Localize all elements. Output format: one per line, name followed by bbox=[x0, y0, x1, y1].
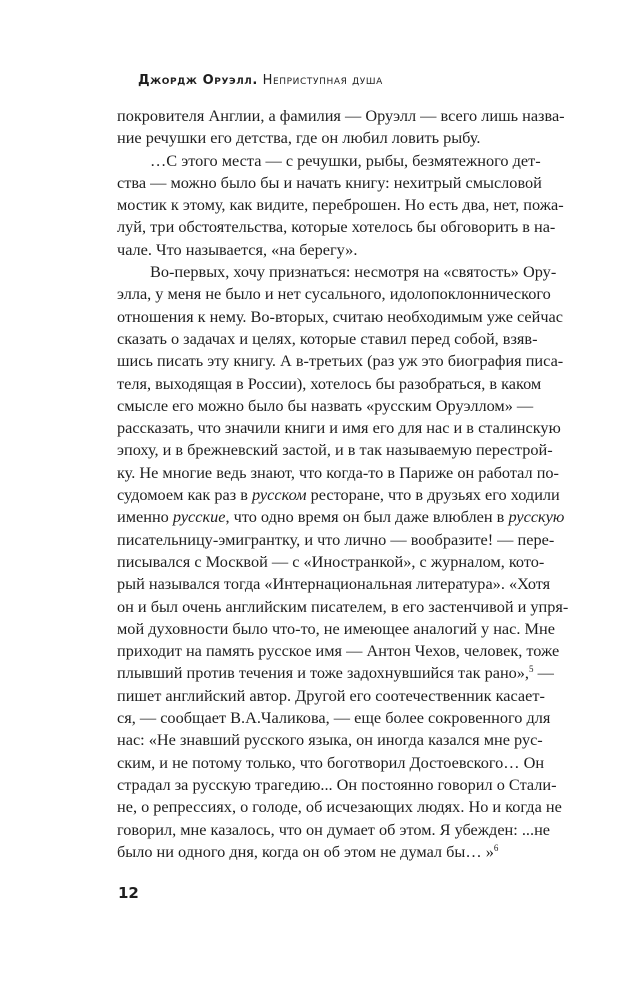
footnote-marker: 5 bbox=[529, 664, 534, 675]
text-segment: ства — можно было бы и начать книгу: нехитрый смысловой bbox=[117, 172, 542, 192]
text-segment: ся, — сообщает В.А.Чаликова, — еще более сокровенного для bbox=[117, 708, 551, 728]
running-header bbox=[138, 73, 383, 88]
text-line bbox=[117, 127, 531, 149]
text-line bbox=[117, 618, 555, 640]
text-line bbox=[117, 662, 554, 684]
text-segment: , что одно время он был даже влюблен в bbox=[225, 507, 509, 527]
text-segment: именно bbox=[117, 507, 173, 527]
text-segment: нас: «Не знавший русского языка, он иногда казался мне рус- bbox=[117, 730, 543, 750]
text-line bbox=[117, 328, 538, 350]
italic-text: русскую bbox=[508, 507, 565, 527]
text-segment: элла, у меня не было и нет сусального, идолопоклоннического bbox=[117, 284, 551, 304]
text-line bbox=[117, 462, 559, 484]
text-line bbox=[117, 172, 542, 194]
text-line bbox=[117, 573, 551, 595]
text-segment: эпоху, и в брежневский застой, и в так называемую перестрой- bbox=[117, 440, 553, 460]
text-line bbox=[117, 685, 545, 707]
text-line bbox=[117, 551, 545, 573]
text-segment: не, о репрессиях, о голоде, об исчезающих людях. Но и когда не bbox=[117, 797, 562, 817]
footnote-marker: 6 bbox=[493, 842, 499, 853]
text-line bbox=[117, 596, 569, 618]
text-segment: ресторане, что в друзьях его ходили bbox=[306, 485, 560, 505]
text-segment: мой духовности было что-то, не имеющее аналогий у нас. Мне bbox=[117, 618, 555, 638]
text-line bbox=[117, 239, 531, 261]
text-segment: отношения к нему. Во-вторых, считаю необходимым уже сейчас bbox=[117, 306, 564, 326]
text-segment: он и был очень английским писателем, в его застенчивой и упря- bbox=[117, 596, 569, 616]
text-line bbox=[117, 841, 531, 863]
text-segment: луй, три обстоятельства, которые хотелось бы обговорить в на- bbox=[117, 217, 556, 237]
text-segment: сказать о задачах и целях, которые ставил перед собой, взяв- bbox=[117, 328, 538, 348]
text-segment: плывший против течения и тоже задохнувшийся так рано», bbox=[117, 663, 530, 683]
text-line bbox=[117, 484, 560, 506]
text-segment: ским, и не потому только, что боготворил Достоевского… Он bbox=[117, 752, 545, 772]
text-line bbox=[117, 350, 564, 372]
text-segment: рассказать, что значили книги и имя его для нас и в сталинскую bbox=[117, 418, 561, 438]
text-segment: покровителя Англии, а фамилия — Оруэлл — всего лишь назва- bbox=[117, 106, 565, 125]
page-number: 12 bbox=[118, 884, 139, 902]
text-line bbox=[117, 194, 564, 216]
text-segment: говорил, мне казалось, что он думает об этом. Я убежден: ...не bbox=[117, 819, 551, 839]
text-segment: страдал за русскую трагедию... Он постоянно говорил о Стали- bbox=[117, 774, 557, 794]
text-segment: ку. Не многие ведь знают, что когда-то в Париже он работал по- bbox=[117, 462, 559, 482]
text-line bbox=[117, 417, 561, 439]
text-segment: мостик к этому, как видите, переброшен. Но есть два, нет, пожа- bbox=[117, 195, 564, 215]
header-author: Джордж Оруэлл. bbox=[138, 73, 258, 88]
text-line bbox=[117, 819, 551, 841]
italic-text: русском bbox=[251, 485, 307, 505]
text-line bbox=[117, 729, 543, 751]
text-line bbox=[117, 752, 545, 774]
text-segment: шись писать эту книгу. А в-третьих (раз уж это биография писа- bbox=[117, 351, 564, 371]
text-segment: смысле его можно было бы назвать «русским Оруэллом» — bbox=[117, 395, 534, 415]
text-segment: Во-первых, хочу признаться: несмотря на «святость» Ору- bbox=[150, 262, 557, 282]
text-line bbox=[117, 439, 553, 461]
text-segment: …С этого места — с речушки, рыбы, безмятежного дет- bbox=[150, 150, 541, 170]
text-line bbox=[117, 640, 560, 662]
text-segment: приходит на память русское имя — Антон Чехов, человек, тоже bbox=[117, 641, 560, 661]
text-segment: было ни одного дня, когда он об этом не думал бы… » bbox=[117, 841, 494, 861]
text-line bbox=[117, 105, 565, 127]
text-segment: рый назывался тогда «Интернациональная литература». «Хотя bbox=[117, 574, 551, 594]
body-text bbox=[117, 105, 569, 863]
text-segment: чале. Что называется, «на берегу». bbox=[117, 239, 358, 259]
header-title: Неприступная душа bbox=[262, 73, 383, 88]
text-line bbox=[117, 707, 551, 729]
text-line bbox=[117, 796, 562, 818]
text-line bbox=[117, 395, 534, 417]
text-segment: — bbox=[533, 663, 554, 683]
text-line bbox=[117, 373, 542, 395]
text-segment: пишет английский автор. Другой его соотечественник касает- bbox=[117, 685, 545, 705]
text-segment: писательницу-эмигрантку, и что лично — вообразите! — пере- bbox=[117, 529, 555, 549]
text-line bbox=[117, 150, 541, 172]
text-line bbox=[117, 283, 551, 305]
text-line bbox=[117, 306, 564, 328]
text-segment: ние речушки его детства, где он любил ловить рыбу. bbox=[117, 128, 481, 148]
text-segment: судомоем как раз в bbox=[117, 485, 252, 505]
text-line bbox=[117, 261, 557, 283]
text-line bbox=[117, 529, 555, 551]
text-line bbox=[117, 774, 557, 796]
text-line bbox=[117, 506, 565, 528]
text-segment: теля, выходящая в России), хотелось бы разобраться, в каком bbox=[117, 373, 542, 393]
text-line bbox=[117, 216, 556, 238]
text-segment: писывался с Москвой — с «Иностранкой», с журналом, кото- bbox=[117, 551, 545, 571]
italic-text: русские bbox=[172, 507, 226, 527]
